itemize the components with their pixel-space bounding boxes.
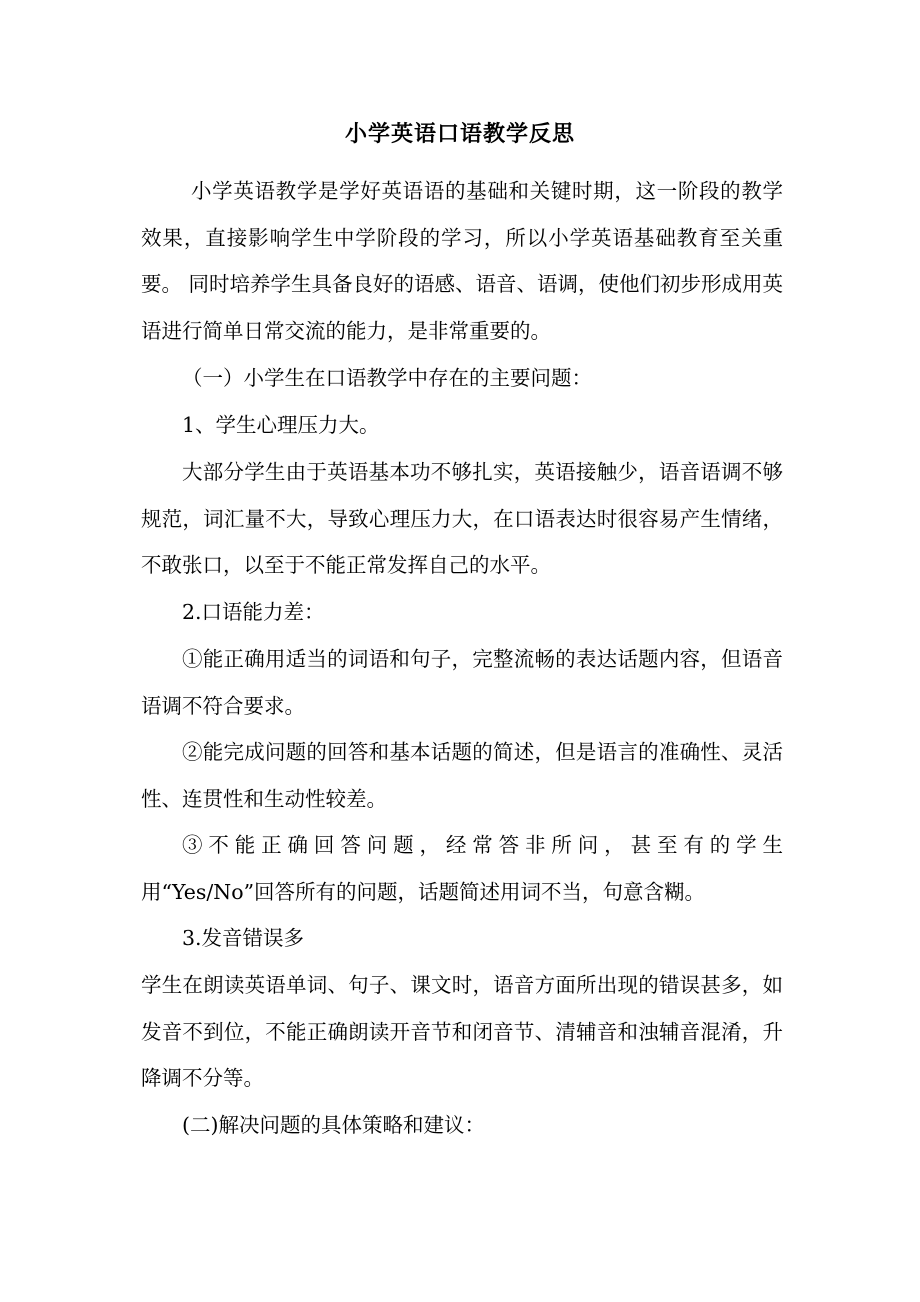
paragraph-pressure-detail: 大部分学生由于英语基本功不够扎实，英语接触少，语音语调不够规范，词汇量不大，导致心理压力大，在口语表达时很容易产生情绪，不敢张口，以至于不能正常发挥自己的水平。	[141, 460, 783, 577]
document-title: 小学英语口语教学反思	[344, 121, 575, 147]
subheading-speaking-ability: 2.口语能力差：	[182, 600, 325, 624]
paragraph-intro: 小学英语教学是学好英语语的基础和关键时期，这一阶段的教学效果，直接影响学生中学阶段的学习，所以小学英语基础教育至关重要。 同时培养学生具备良好的语感、语音、语调，使他们初步形成用英语进行简单日常交流的能力，是非常重要的。	[141, 179, 784, 343]
list-item-ability-3: ③不能正确回答问题，经常答非所问，甚至有的学生用“Yes/No”回答所有的问题，话题简述用词不当，句意含糊。	[141, 833, 783, 904]
section-heading-problems: （一）小学生在口语教学中存在的主要问题：	[182, 366, 592, 390]
list-item-ability-1: ①能正确用适当的词语和句子，完整流畅的表达话题内容，但语音语调不符合要求。	[141, 647, 783, 718]
list-item-ability-2: ②能完成问题的回答和基本话题的简述，但是语言的准确性、灵活性、连贯性和生动性较差。	[141, 740, 783, 811]
subheading-psychological-pressure: 1、学生心理压力大。	[182, 413, 380, 437]
section-heading-strategies: (二)解决问题的具体策略和建议：	[182, 1113, 485, 1137]
paragraph-pronunciation-detail: 学生在朗读英语单词、句子、课文时，语音方面所出现的错误甚多，如发音不到位，不能正确朗读开音节和闭音节、清辅音和浊辅音混淆，升降调不分等。	[141, 973, 783, 1090]
subheading-pronunciation: 3.发音错误多	[182, 926, 305, 950]
